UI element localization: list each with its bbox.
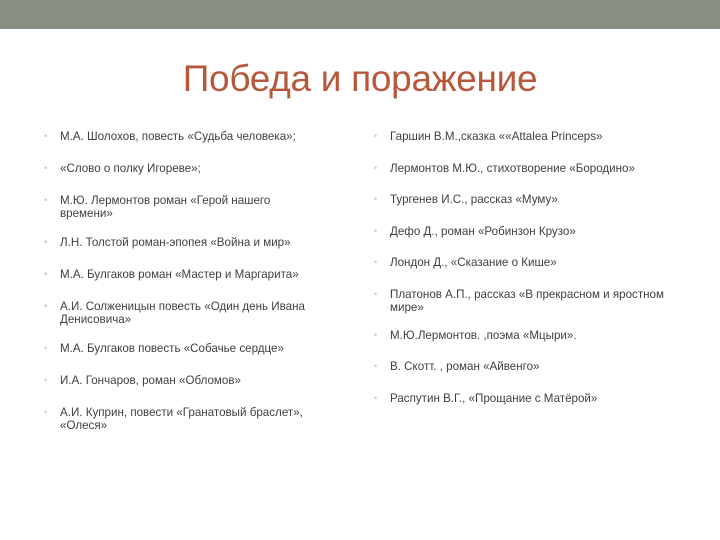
bullet-icon: • [374,329,378,340]
list-item: • «Слово о полку Игореве»; [44,162,201,175]
bullet-icon: • [44,375,48,385]
bullet-icon: • [44,131,48,141]
bullet-icon: • [374,257,378,267]
right-column-list [374,130,674,423]
list-item: • Тургенев И.С., рассказ «Муму» [374,193,558,206]
bullet-icon: • [44,195,48,205]
bullet-icon: • [44,301,48,311]
bullet-icon: • [44,163,48,173]
bullet-icon: • [374,288,378,299]
list-item: • Лермонтов М.Ю., стихотворение «Бородино» [374,161,635,175]
list-item: • М.А. Шолохов, повесть «Судьба человека»; [44,130,296,143]
list-item: • М.А. Булгаков повесть «Собачье сердце» [44,342,284,355]
bullet-icon: • [44,407,48,417]
bullet-icon: • [374,392,378,403]
list-item: • В. Скотт. , роман «Айвенго» [374,360,540,373]
bullet-icon: • [374,131,378,141]
list-item: • М.Ю. Лермонтов роман «Герой нашего времени» [44,194,271,220]
list-item: • Лондон Д., «Сказание о Кише» [374,256,557,269]
left-column-list [44,130,344,448]
list-item: • Распутин В.Г., «Прощание с Матёрой» [374,391,598,405]
bullet-icon: • [374,194,378,204]
bullet-icon: • [44,269,48,279]
list-item: • А.И. Куприн, повести «Гранатовый браслет», «Олеся» [44,406,303,432]
slide-title: Победа и поражение [182,58,538,99]
list-item: • Дефо Д., роман «Робинзон Крузо» [374,224,576,238]
bullet-icon: • [374,361,378,371]
list-item: • Гаршин В.М.,сказка ««Attalea Princeps» [374,130,603,143]
bullet-icon: • [44,343,48,353]
bullet-icon: • [374,225,378,236]
bullet-icon: • [374,162,378,173]
header-bar [0,0,720,29]
list-item: • М.А. Булгаков роман «Мастер и Маргарита» [44,268,299,281]
list-item: • А.И. Солженицын повесть «Один день Ивана Денисовича» [44,300,305,326]
list-item: • И.А. Гончаров, роман «Обломов» [44,374,241,387]
list-item: • Платонов А.П., рассказ «В прекрасном и яростном мире» [374,287,664,314]
list-item: • М.Ю.Лермонтов. ,поэма «Мцыри». [374,328,577,342]
list-item: • Л.Н. Толстой роман-эпопея «Война и мир» [44,236,291,249]
bullet-icon: • [44,237,48,247]
